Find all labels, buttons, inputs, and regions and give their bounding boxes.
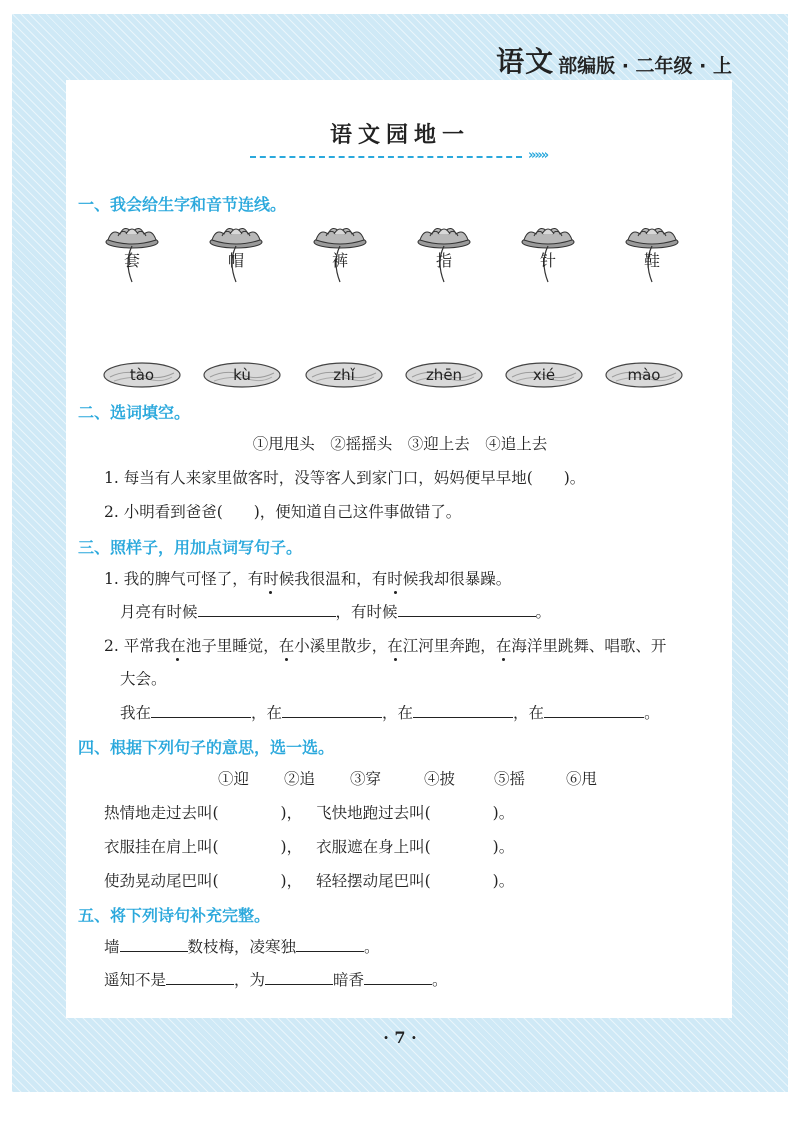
text: 飞快地跑过去叫( )。: [316, 804, 515, 822]
answer-blank[interactable]: [120, 935, 188, 952]
title-arrows: »»»: [528, 148, 548, 163]
text: 我很温和，: [294, 570, 372, 588]
section-2-heading: 二、选词填空。: [78, 403, 191, 422]
dotted-text: 在: [387, 634, 403, 656]
text: 热情地走过去叫( )，: [104, 804, 303, 822]
section-4-option: ⑥甩: [566, 770, 598, 788]
pinyin-pill-2[interactable]: [202, 361, 282, 389]
answer-blank[interactable]: [398, 600, 536, 617]
pinyin-label: kù: [233, 366, 251, 384]
section-2-question-2: 2. 小明看到爸爸( )，便知道自己这件事做错了。: [104, 503, 462, 521]
text: 衣服遮在身上叫( )。: [316, 838, 515, 856]
answer-blank[interactable]: [296, 935, 364, 952]
dotted-text: 在: [496, 634, 512, 656]
book-header: [496, 44, 732, 80]
answer-blank[interactable]: [166, 968, 234, 985]
answer-blank[interactable]: [198, 600, 336, 617]
page-title: 语文园地一: [329, 123, 470, 148]
answer-blank[interactable]: [544, 701, 644, 718]
section-4-option: ②追: [284, 770, 316, 788]
text: 使劲晃动尾巴叫( )，: [104, 872, 303, 890]
text: ，有时候: [335, 603, 398, 621]
text: 。: [644, 704, 660, 722]
section-3-example-2-cont: 大会。: [120, 670, 167, 688]
pinyin-pill-4[interactable]: [404, 361, 484, 389]
dotted-text: 有时候: [248, 567, 295, 589]
lotus-char-label: 套: [124, 251, 141, 270]
lotus-char-label: 帽: [228, 251, 245, 270]
lotus-char-6[interactable]: [622, 222, 682, 282]
section-5-line-1: [104, 935, 380, 957]
lotus-char-3[interactable]: [310, 222, 370, 282]
text: 海洋里跳舞、唱歌、开: [511, 637, 667, 655]
title-divider: [250, 156, 522, 158]
answer-blank[interactable]: [364, 968, 432, 985]
section-4-option: ①迎: [218, 770, 250, 788]
pinyin-label: xié: [532, 366, 556, 384]
section-5-line-2: [104, 968, 448, 990]
section-3-fill-2: [120, 701, 660, 723]
header-title-main: 语文: [496, 45, 555, 78]
dotted-text: 在: [170, 634, 186, 656]
answer-blank[interactable]: [413, 701, 513, 718]
dotted-word: [248, 570, 295, 588]
section-4-option: ④披: [424, 770, 456, 788]
lotus-char-1[interactable]: [102, 222, 162, 282]
pinyin-pill-5[interactable]: [504, 361, 584, 389]
text: 江河里奔跑，: [402, 637, 496, 655]
section-4-option: ⑤摇: [494, 770, 526, 788]
text: ，为: [234, 971, 266, 989]
section-4-row-1: [104, 801, 514, 823]
section-1-heading: 一、我会给生字和音节连线。: [78, 195, 287, 214]
text: 小溪里散步，: [294, 637, 388, 655]
text: 月亮有时候: [120, 603, 198, 621]
page-number: · 7 ·: [383, 1028, 417, 1047]
text: 我却很暴躁。: [418, 570, 512, 588]
section-5-heading: 五、将下列诗句补充完整。: [78, 906, 271, 925]
text: 1. 我的脾气可怪了，: [104, 570, 248, 588]
text: ，在: [513, 704, 545, 722]
pinyin-label: tào: [129, 366, 155, 384]
section-2-options: ①甩甩头 ②摇摇头 ③迎上去 ④追上去: [252, 435, 548, 453]
pinyin-label: zhǐ: [333, 366, 355, 384]
answer-blank[interactable]: [282, 701, 382, 718]
text: ，在: [251, 704, 283, 722]
section-3-fill-1: [120, 600, 551, 622]
pinyin-pill-3[interactable]: [304, 361, 384, 389]
text: 轻轻摆动尾巴叫( )。: [316, 872, 515, 890]
section-3-example-1: [104, 567, 511, 589]
header-title-sub: 部编版 · 二年级 · 上: [558, 55, 732, 77]
pinyin-pill-6[interactable]: [604, 361, 684, 389]
lotus-char-label: 鞋: [644, 251, 661, 270]
text: 我在: [120, 704, 152, 722]
answer-blank[interactable]: [265, 968, 333, 985]
lotus-char-4[interactable]: [414, 222, 474, 282]
lotus-char-label: 裤: [332, 251, 349, 270]
text: 池子里睡觉，: [185, 637, 279, 655]
section-2-question-1: 1. 每当有人来家里做客时，没等客人到家门口，妈妈便早早地( )。: [104, 469, 586, 487]
lotus-char-2[interactable]: [206, 222, 266, 282]
pinyin-pill-1[interactable]: [102, 361, 182, 389]
lotus-char-label: 指: [436, 251, 453, 270]
text: 遥知不是: [104, 971, 167, 989]
section-4-heading: 四、根据下列句子的意思，选一选。: [78, 738, 335, 757]
lotus-char-label: 针: [540, 251, 557, 270]
dotted-text: 在: [279, 634, 295, 656]
section-4-row-2: [104, 835, 514, 857]
pinyin-label: zhēn: [425, 366, 463, 384]
text: 数枝梅，凌寒独: [187, 938, 297, 956]
lotus-char-5[interactable]: [518, 222, 578, 282]
text: 。: [364, 938, 380, 956]
text: 2. 平常我: [104, 637, 171, 655]
text: ，在: [382, 704, 414, 722]
pinyin-label: mào: [627, 366, 661, 384]
section-3-example-2: [104, 634, 666, 656]
text: 墙: [104, 938, 120, 956]
text: 衣服挂在肩上叫( )，: [104, 838, 303, 856]
text: 暗香: [333, 971, 365, 989]
dotted-text: 有时候: [372, 567, 419, 589]
section-3-heading: 三、照样子，用加点词写句子。: [78, 538, 303, 557]
section-4-row-3: [104, 869, 514, 891]
text: 。: [535, 603, 552, 621]
section-4-option: ③穿: [350, 770, 382, 788]
answer-blank[interactable]: [151, 701, 251, 718]
text: 。: [432, 971, 448, 989]
